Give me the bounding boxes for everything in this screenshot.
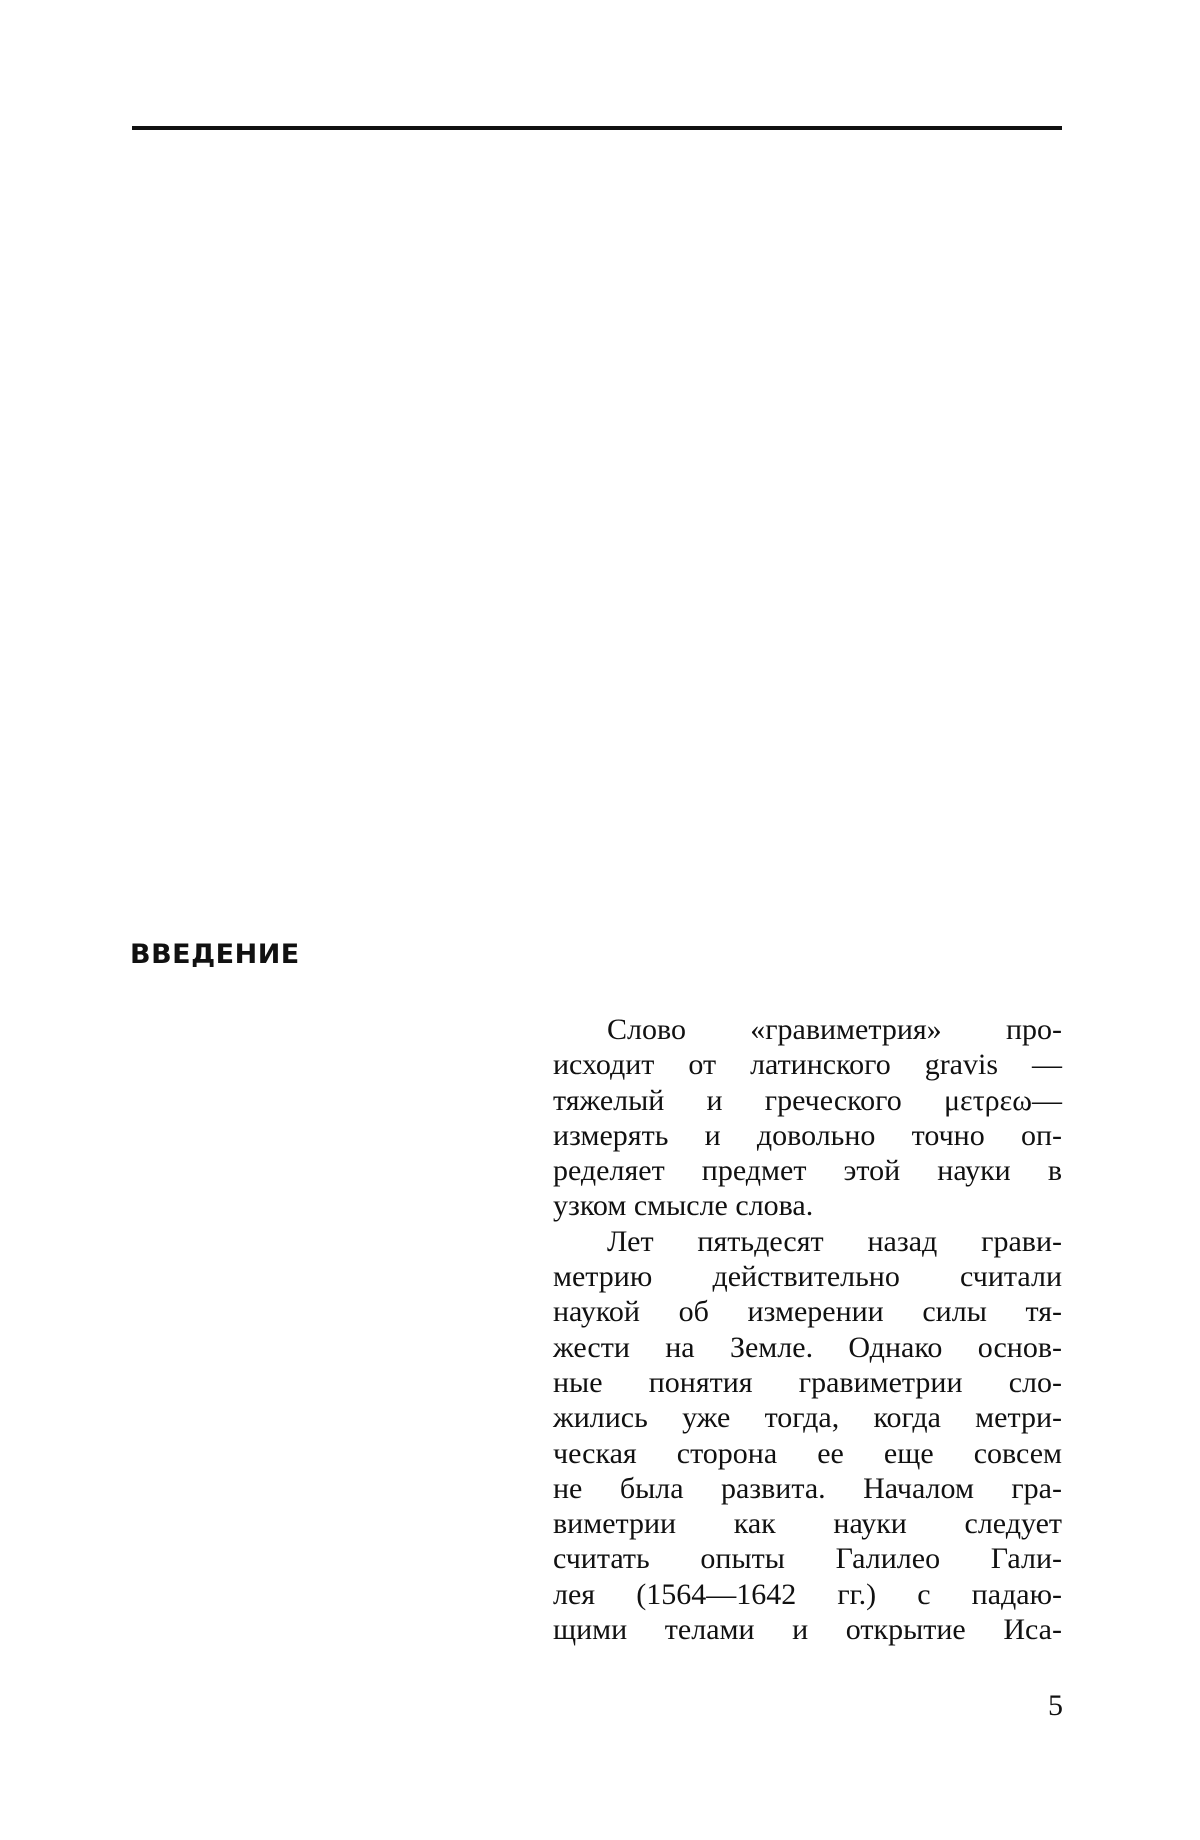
text-line: Слово «гравиметрия» про- (607, 1013, 1062, 1046)
text-line: измерять и довольно точно оп- (553, 1118, 1062, 1152)
text-line: наукой об измерении силы тя- (553, 1295, 1062, 1329)
text-line: тяжелый и греческого μετρεω— (553, 1083, 1062, 1117)
text-line: не была развита. Началом гра- (553, 1471, 1062, 1505)
text-line: считать опыты Галилео Гали- (553, 1542, 1062, 1576)
text-line: метрию действительно считали (553, 1260, 1062, 1294)
text-line: жести на Земле. Однако основ- (553, 1330, 1062, 1364)
text-line: ределяет предмет этой науки в (553, 1154, 1062, 1188)
text-line: ные понятия гравиметрии сло- (553, 1365, 1062, 1399)
page-number: 5 (1048, 1689, 1063, 1722)
text-line: щими телами и открытие Иса- (553, 1613, 1062, 1647)
text-line: узком смысле слова. (553, 1189, 814, 1223)
section-heading: ВВЕДЕНИЕ (130, 939, 300, 970)
text-line: ческая сторона ее еще совсем (553, 1436, 1062, 1470)
body-text (553, 1012, 1062, 1647)
text-line: жились уже тогда, когда метри- (553, 1401, 1062, 1435)
text-line: исходит от латинского gravis — (553, 1048, 1062, 1082)
top-rule (132, 126, 1062, 130)
text-line: виметрии как науки следует (553, 1507, 1062, 1541)
text-line: лея (1564—1642 гг.) с падаю- (553, 1577, 1062, 1611)
text-line: Лет пятьдесят назад грави- (607, 1224, 1062, 1258)
